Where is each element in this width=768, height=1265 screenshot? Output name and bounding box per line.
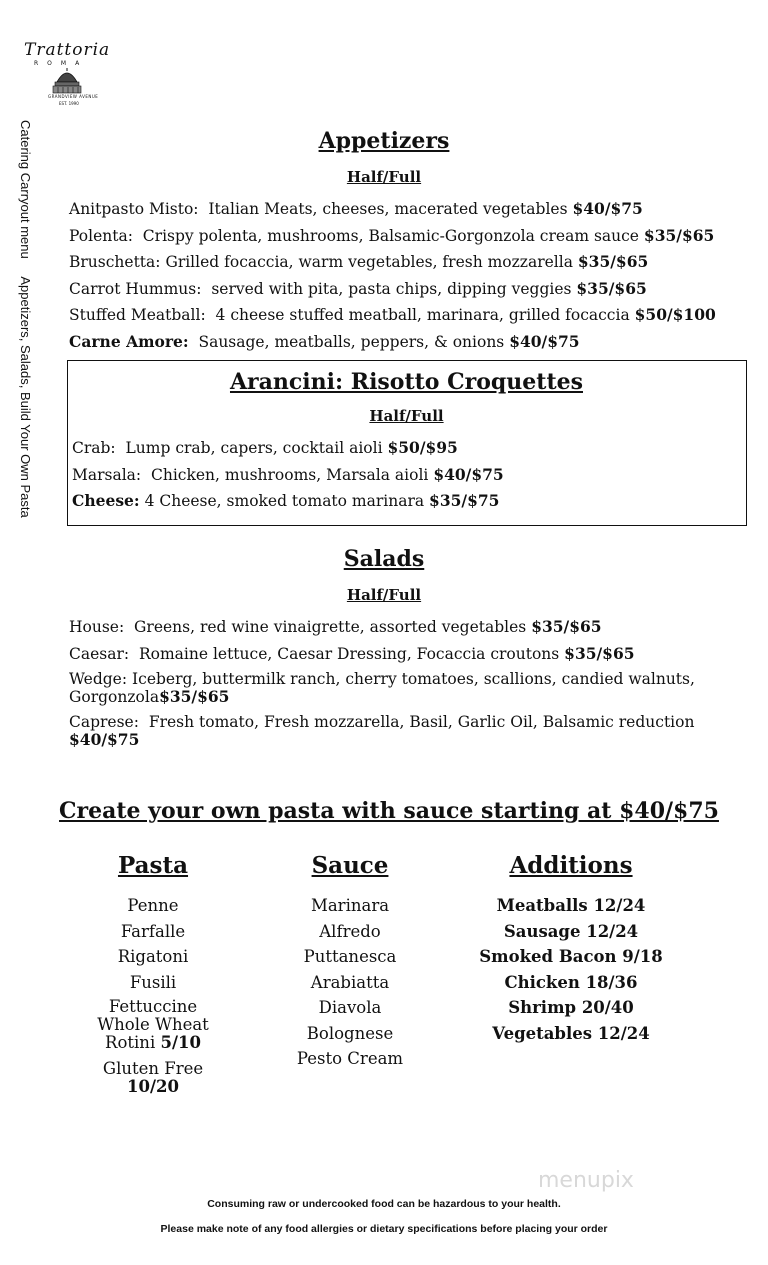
item-name: Caprese: bbox=[69, 713, 139, 731]
pasta-option: Gluten Free bbox=[102, 1059, 204, 1078]
item-price: $35/$65 bbox=[159, 687, 230, 706]
item-desc: 4 cheese stuffed meatball, marinara, grilled focaccia bbox=[215, 306, 630, 324]
item-price: $40/$75 bbox=[572, 199, 643, 218]
item-desc: Sausage, meatballs, peppers, & onions bbox=[198, 332, 505, 351]
item-name: Cheese: bbox=[72, 491, 140, 510]
pasta-column-title: Pasta bbox=[117, 852, 189, 879]
item-name: Marsala: bbox=[72, 465, 142, 484]
item-price: $35/$65 bbox=[577, 252, 649, 271]
item-price: $40/$75 bbox=[509, 331, 580, 351]
item-name: Caesar: bbox=[69, 644, 130, 663]
sauce-option: Alfredo bbox=[319, 921, 381, 941]
item-price: $40/$75 bbox=[69, 730, 140, 749]
item-price: $35/$65 bbox=[531, 617, 602, 636]
addition-option: Sausage 12/24 bbox=[503, 921, 639, 941]
appetizers-title: Appetizers bbox=[318, 128, 450, 154]
appetizers-list bbox=[69, 196, 749, 355]
sauce-option: Arabiatta bbox=[310, 972, 390, 992]
footer-allergy-note: Please make note of any food allergies or dietary specifications before placing your order bbox=[160, 1223, 608, 1235]
watermark: menupix bbox=[538, 1168, 634, 1193]
salads-title: Salads bbox=[343, 546, 425, 572]
pasta-option-price: 5/10 bbox=[160, 1033, 201, 1052]
logo-est: EST. 1990 bbox=[59, 101, 79, 106]
item-desc: Iceberg, buttermilk ranch, cherry tomatoes, scallions, candied walnuts, Gorgonzola bbox=[69, 670, 695, 706]
menu-item bbox=[69, 276, 749, 303]
pasta-option: Penne bbox=[127, 896, 179, 915]
pasta-option: Fusili bbox=[129, 972, 177, 992]
sauce-option: Diavola bbox=[318, 998, 382, 1017]
sauce-option: Pesto Cream bbox=[296, 1049, 404, 1068]
menu-item bbox=[69, 667, 749, 710]
appetizers-subtitle: Half/Full bbox=[346, 168, 422, 186]
menu-item bbox=[69, 249, 749, 276]
item-desc: Grilled focaccia, warm vegetables, fresh mozzarella bbox=[165, 253, 573, 271]
item-name: Bruschetta: bbox=[69, 253, 161, 271]
item-price: $40/$75 bbox=[433, 464, 504, 484]
menu-item bbox=[69, 641, 749, 668]
side-label-menu-type: Catering Carryout menu bbox=[18, 120, 33, 259]
addition-option: Chicken 18/36 bbox=[504, 972, 638, 992]
additions-column-title: Additions bbox=[509, 852, 633, 879]
menu-item bbox=[69, 614, 749, 641]
item-name: Wedge: bbox=[69, 670, 128, 688]
menu-item bbox=[72, 488, 752, 515]
sauce-column-title: Sauce bbox=[311, 852, 389, 879]
pasta-column bbox=[82, 852, 224, 1096]
item-price: $50/$100 bbox=[634, 305, 716, 324]
item-desc: Lump crab, capers, cocktail aioli bbox=[125, 439, 383, 457]
item-name: Carrot Hummus: bbox=[69, 279, 202, 298]
pasta-options bbox=[82, 893, 224, 1096]
pasta-option: Fettuccine bbox=[108, 997, 198, 1016]
dome-icon bbox=[50, 66, 84, 94]
item-desc: Crispy polenta, mushrooms, Balsamic-Gorgonzola cream sauce bbox=[142, 226, 639, 245]
logo-name: Trattoria bbox=[24, 40, 111, 60]
item-price: $50/$95 bbox=[387, 438, 458, 457]
additions-column bbox=[470, 852, 672, 1046]
logo-city: GRANDVIEW AVENUE bbox=[48, 94, 99, 99]
item-desc: Chicken, mushrooms, Marsala aioli bbox=[151, 465, 429, 484]
menu-item bbox=[69, 710, 749, 753]
item-desc: served with pita, pasta chips, dipping veggies bbox=[211, 279, 572, 298]
item-price: $35/$75 bbox=[429, 491, 500, 510]
pasta-option: Whole Wheat bbox=[97, 1015, 209, 1034]
item-desc: Romaine lettuce, Caesar Dressing, Focaccia croutons bbox=[138, 644, 560, 663]
salads-list bbox=[69, 614, 749, 753]
addition-option: Shrimp 20/40 bbox=[508, 998, 634, 1017]
item-name: Carne Amore: bbox=[69, 331, 189, 351]
sauce-option: Bolognese bbox=[306, 1023, 394, 1043]
menu-item bbox=[69, 302, 749, 329]
pasta-option-price: 10/20 bbox=[127, 1077, 179, 1096]
menu-item bbox=[72, 462, 752, 489]
menu-item bbox=[69, 223, 749, 250]
item-desc: Greens, red wine vinaigrette, assorted vegetables bbox=[134, 618, 527, 636]
item-name: Crab: bbox=[72, 439, 116, 457]
addition-option: Vegetables 12/24 bbox=[492, 1023, 650, 1043]
arancini-box bbox=[67, 360, 747, 526]
addition-options bbox=[470, 893, 672, 1046]
pasta-option bbox=[82, 1034, 224, 1052]
arancini-title: Arancini: Risotto Croquettes bbox=[229, 369, 583, 395]
side-label-sections: Appetizers, Salads, Build Your Own Pasta bbox=[18, 276, 33, 518]
item-price: $35/$65 bbox=[564, 643, 635, 663]
pasta-option: Rigatoni bbox=[117, 947, 189, 966]
item-desc: Fresh tomato, Fresh mozzarella, Basil, Garlic Oil, Balsamic reduction bbox=[148, 713, 695, 731]
arancini-subtitle: Half/Full bbox=[369, 407, 444, 425]
menu-item bbox=[69, 196, 749, 223]
pasta-option-name: Rotini bbox=[105, 1033, 156, 1052]
restaurant-logo bbox=[22, 38, 122, 118]
item-name: Anitpasto Misto: bbox=[69, 200, 199, 218]
sauce-column bbox=[280, 852, 420, 1072]
item-name: Stuffed Meatball: bbox=[69, 306, 206, 324]
item-price: $35/$65 bbox=[576, 278, 647, 298]
sauce-option: Marinara bbox=[310, 896, 390, 915]
item-price: $35/$65 bbox=[643, 225, 715, 245]
sauce-options bbox=[280, 893, 420, 1072]
item-desc: 4 Cheese, smoked tomato marinara bbox=[144, 492, 425, 510]
item-name: Polenta: bbox=[69, 226, 133, 245]
sauce-option: Puttanesca bbox=[303, 947, 397, 966]
menu-item bbox=[72, 435, 752, 462]
salads-subtitle: Half/Full bbox=[346, 586, 422, 604]
addition-option: Meatballs 12/24 bbox=[496, 896, 646, 915]
pasta-option: Farfalle bbox=[120, 921, 186, 941]
item-desc: Italian Meats, cheeses, macerated vegetables bbox=[208, 200, 568, 218]
addition-option: Smoked Bacon 9/18 bbox=[479, 947, 663, 966]
menu-item bbox=[69, 329, 749, 356]
logo-sub: ROMA bbox=[34, 60, 89, 67]
item-name: House: bbox=[69, 618, 125, 636]
pasta-headline: Create your own pasta with sauce starting at $40/$75 bbox=[59, 798, 719, 824]
footer-raw-food-warning: Consuming raw or undercooked food can be hazardous to your health. bbox=[207, 1198, 561, 1210]
arancini-list bbox=[72, 435, 752, 515]
